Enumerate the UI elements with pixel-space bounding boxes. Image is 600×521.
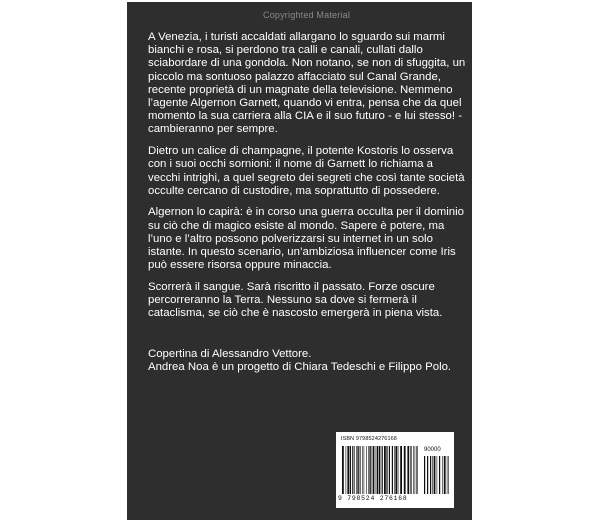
barcode-bar bbox=[410, 446, 411, 494]
barcode-bar bbox=[358, 446, 359, 494]
barcode-bar bbox=[389, 446, 390, 494]
barcode-bar bbox=[400, 446, 402, 494]
barcode-bar bbox=[427, 456, 428, 494]
isbn-label: ISBN 9798524276168 bbox=[341, 436, 397, 442]
barcode-bar bbox=[442, 456, 443, 494]
barcode-bar bbox=[346, 446, 347, 494]
barcode-bar bbox=[424, 456, 425, 494]
barcode-bar bbox=[407, 446, 409, 494]
barcode-bar bbox=[430, 456, 431, 494]
barcode-bar bbox=[382, 446, 383, 494]
blurb-paragraph-1: A Venezia, i turisti accaldati allargano lo sguardo sui marmi bianchi e rosa, si perdono tra calli e canali, cullati dallo sciabordare di una gondola. Non notano, se non di sfuggita, un piccolo ma sontuoso palazzo affacciato sul Canal Grande, recente proprietà di un magnate della televisione. Nemmeno l’agente Algernon Garnett, quando vi entra, pensa che da quel momento la sua carriera alla CIA e il suo futuro - e lui stesso! - cambieranno per sempre. bbox=[148, 31, 466, 136]
ean-barcode-bars bbox=[342, 446, 420, 494]
blurb-paragraph-3: Algernon lo capirà: è in corso una guerra occulta per il dominio su ciò che di magico esiste al mondo. Sapere è potere, ma l’uno e l’altro possono polverizzarsi su internet in un solo istante. In questo scenario, un’ambiziosa influencer come Iris può essere risorsa oppure minaccia. bbox=[148, 206, 464, 272]
barcode-bar bbox=[354, 446, 355, 494]
barcode-bar bbox=[362, 446, 363, 494]
barcode-bar bbox=[386, 446, 387, 494]
barcode-bar bbox=[373, 446, 375, 494]
barcode-bar bbox=[392, 446, 393, 494]
ean-digits: 9 798524 276168 bbox=[338, 495, 408, 502]
barcode-bar bbox=[398, 446, 399, 494]
barcode-bar bbox=[434, 456, 436, 494]
barcode-bar bbox=[437, 456, 438, 494]
barcode-bar bbox=[368, 446, 369, 494]
price-addon-number: 90000 bbox=[424, 447, 441, 453]
barcode-bar bbox=[352, 446, 353, 494]
isbn-barcode bbox=[336, 432, 454, 508]
addon-barcode-bars bbox=[424, 456, 450, 494]
barcode-bar bbox=[366, 446, 367, 494]
barcode-bar bbox=[360, 446, 361, 494]
back-cover-blurb bbox=[148, 31, 466, 329]
barcode-bar bbox=[394, 446, 395, 494]
barcode-bar bbox=[447, 456, 448, 494]
barcode-bar bbox=[377, 446, 378, 494]
barcode-bar bbox=[413, 446, 414, 494]
barcode-bar bbox=[448, 456, 449, 494]
barcode-bar bbox=[376, 446, 377, 494]
barcode-bar bbox=[444, 456, 446, 494]
blurb-paragraph-4: Scorrerà il sangue. Sarà riscritto il passato. Forze oscure percorreranno la Terra. Nessuno sa dove si fermerà il cataclisma, se ciò che è nascosto emergerà in piena vista. bbox=[148, 280, 443, 320]
barcode-bar bbox=[370, 446, 371, 494]
barcode-bar bbox=[364, 446, 365, 494]
barcode-bar bbox=[350, 446, 351, 494]
barcode-bar bbox=[439, 456, 440, 494]
barcode-bar bbox=[395, 446, 397, 494]
barcode-bar bbox=[404, 446, 406, 494]
barcode-bar bbox=[432, 456, 433, 494]
barcode-bar bbox=[342, 446, 344, 494]
barcode-bar bbox=[415, 446, 416, 494]
barcode-bar bbox=[347, 446, 349, 494]
copyright-watermark: Copyrighted Material bbox=[263, 10, 351, 20]
blurb-paragraph-2: Dietro un calice di champagne, il potente Kostoris lo osserva con i suoi occhi sornioni: il nome di Garnett lo richiama a vecchi intrighi, a quel segreto dei segreti che così tante società occulte cercano di custodire, ma soprattutto di possedere. bbox=[148, 145, 465, 197]
barcode-bar bbox=[356, 446, 357, 494]
project-credit: Andrea Noa è un progetto di Chiara Tedeschi e Filippo Polo. bbox=[148, 361, 452, 374]
cover-credit: Copertina di Alessandro Vettore. bbox=[148, 348, 312, 360]
barcode-bar bbox=[379, 446, 381, 494]
credits bbox=[148, 348, 466, 374]
barcode-bar bbox=[416, 446, 417, 494]
barcode-bar bbox=[384, 446, 386, 494]
